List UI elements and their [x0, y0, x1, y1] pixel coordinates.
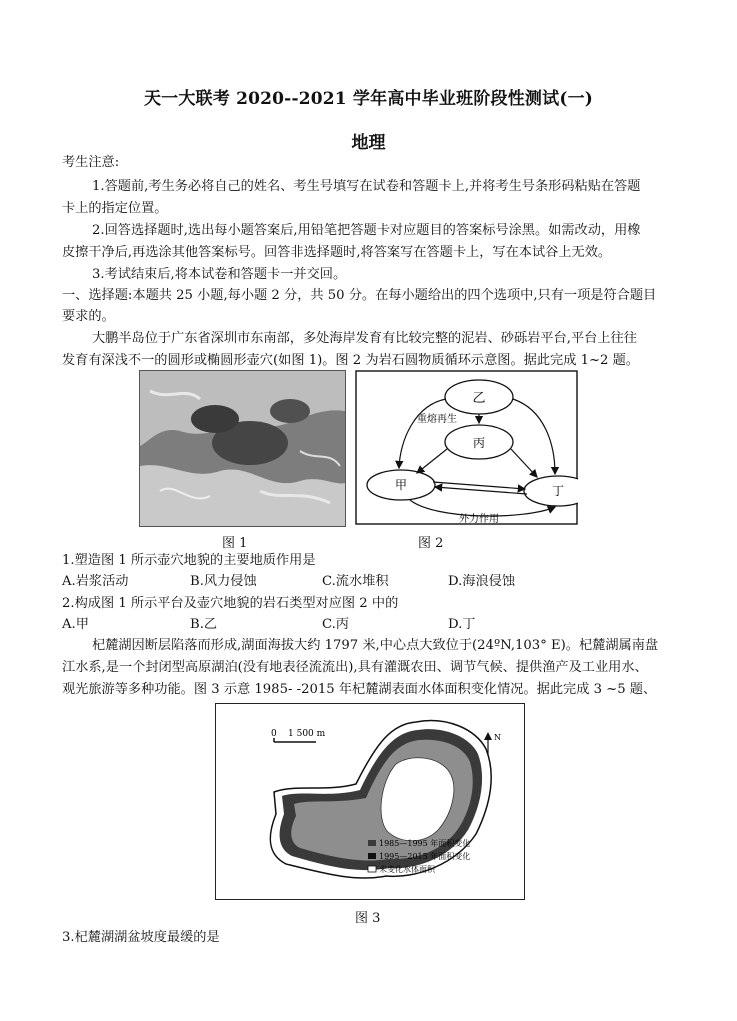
north-arrow-icon [484, 732, 492, 740]
figure-1-photo [139, 370, 346, 527]
legend-swatch-1985-1995 [368, 840, 376, 846]
question-2-option-b: B.乙 [190, 617, 218, 632]
figure-2-caption: 图 2 [418, 536, 444, 551]
question-2-option-d: D.丁 [448, 617, 476, 632]
notice-item-2-line-2: 皮擦干净后,再选涂其他答案标号。回答非选择题时,将答案写在答题卡上，写在本试谷上无效。 [62, 245, 612, 260]
scale-zero-label: 0 [271, 729, 277, 739]
question-1-option-c: C.流水堆积 [322, 574, 389, 589]
legend-swatch-1995-2015 [368, 853, 376, 859]
node-center-label: 丙 [472, 436, 486, 450]
remelt-label: 重熔再生 [417, 414, 457, 425]
scale-distance-label: 1 500 m [288, 729, 326, 739]
question-3-stem: 3.杞麓湖湖盆坡度最缓的是 [62, 930, 220, 945]
subject-title: 地理 [351, 133, 386, 153]
legend-label-1995-2015: 1995—2015 年面积变化 [379, 852, 471, 861]
lake-map-svg [216, 704, 524, 899]
question-1-stem: 1.塑造图 1 所示壶穴地貌的主要地质作用是 [62, 553, 316, 568]
exam-title: 天一大联考 2020--2021 学年高中毕业班阶段性测试(一) [143, 89, 594, 109]
section-heading-line-1: 一、选择题:本题共 25 小题,每小题 2 分，共 50 分。在每小题给出的四个选项中,只有一项是符合题目 [62, 288, 657, 303]
legend-swatch-unchanged [368, 866, 376, 872]
node-top-label: 乙 [472, 391, 486, 406]
question-1-option-d: D.海浪侵蚀 [448, 574, 516, 589]
question-2-option-c: C.丙 [322, 617, 349, 632]
figure-3-map [215, 703, 525, 900]
node-right-label: 丁 [551, 484, 565, 498]
passage-2-line-1: 杞麓湖因断层陷落而形成,湖面海拔大约 1797 米,中心点大致位于(24ºN,103° E)。杞麓湖属南盘 [92, 638, 659, 653]
rock-photo-image [140, 371, 345, 526]
question-2-stem: 2.构成图 1 所示平台及壶穴地貌的岩石类型对应图 2 中的 [62, 596, 399, 611]
notice-item-1-line-2: 卡上的指定位置。 [62, 201, 168, 216]
question-1-option-b: B.风力侵蚀 [190, 574, 257, 589]
rock-cycle-svg [355, 370, 578, 525]
passage-2-line-2: 江水系,是一个封闭型高原湖泊(没有地表径流流出),具有灌溉农田、调节气候、提供渔产及工业用水、 [62, 660, 648, 675]
section-heading-line-2: 要求的。 [62, 309, 115, 324]
notice-heading: 考生注意: [62, 155, 120, 170]
notice-item-3: 3.考试结束后,将本试卷和答题卡一并交回。 [92, 267, 347, 282]
legend-label-1985-1995: 1985—1995 年面积变化 [379, 839, 471, 848]
external-force-label: 外力作用 [459, 514, 499, 525]
figure-2-diagram [355, 370, 578, 525]
legend-label-unchanged: 未变化水体面积 [379, 865, 435, 874]
passage-1-line-1: 大鹏半岛位于广东省深圳市东南部，多处海岸发育有比较完整的泥岩、砂砾岩平台,平台上往往 [92, 331, 637, 346]
passage-2-line-3: 观光旅游等多种功能。图 3 示意 1985- -2015 年杞麓湖表面水体面积变化情况。据此完成 3 ~5 题、 [62, 682, 657, 697]
node-left-label: 甲 [394, 478, 408, 492]
question-1-option-a: A.岩浆活动 [62, 574, 129, 589]
passage-1-line-2: 发育有深浅不一的圆形或椭圆形壶穴(如图 1)。图 2 为岩石圆物质循环示意图。据此完成 1~2 题。 [62, 353, 639, 368]
north-label: N [494, 733, 501, 742]
question-2-option-a: A.甲 [62, 617, 89, 632]
figure-1-caption: 图 1 [222, 536, 248, 551]
notice-item-2-line-1: 2.回答选择题时,选出每小题答案后,用铅笔把答题卡对应题目的答案标号涂黑。如需改动，用橡 [92, 223, 641, 238]
figure-3-caption: 图 3 [355, 911, 381, 926]
notice-item-1-line-1: 1.答题前,考生务必将自己的姓名、考生号填写在试卷和答题卡上,并将考生号条形码粘贴在答题 [92, 179, 641, 194]
